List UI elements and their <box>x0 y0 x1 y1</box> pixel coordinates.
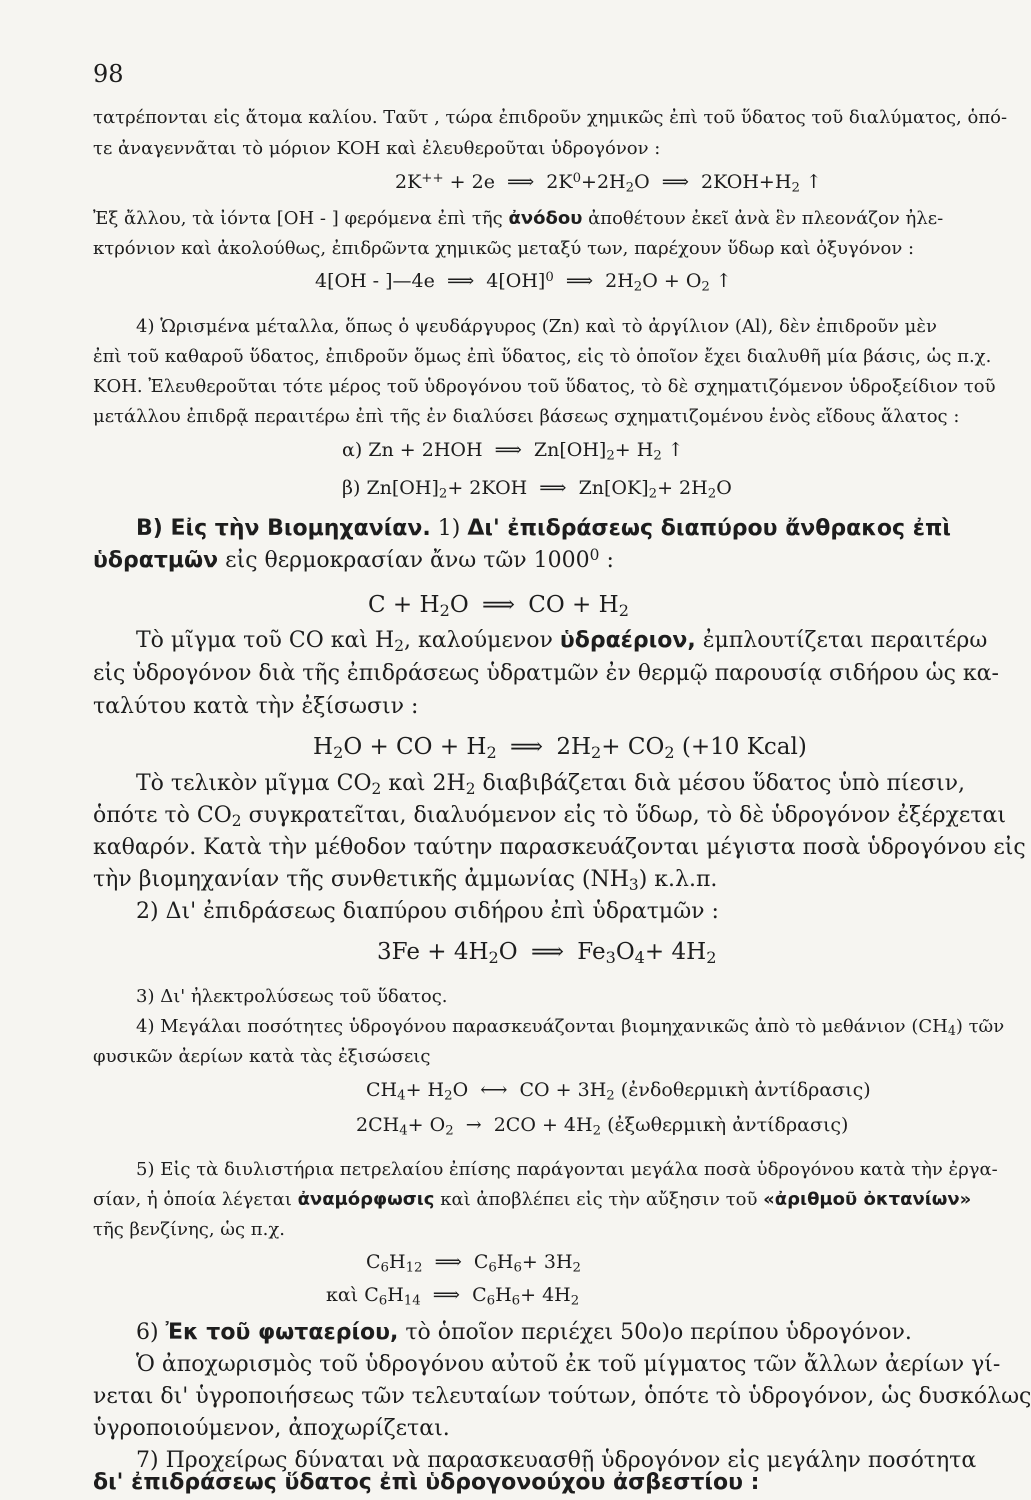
text-line: Τὸ τελικὸν μῖγμα $CO_2$ καὶ $2H_2$ διαβιβάζεται διὰ μέσου ὕδατος ὑπὸ πίεσιν, <box>136 771 965 798</box>
text-line: ΚΟΗ. Ἐλευθεροῦται τότε μέρος τοῦ ὑδρογόνου τοῦ ὕδατος, τὸ δὲ σχηματιζόμενον ὑδροξείδιον τοῦ <box>93 376 996 397</box>
equation-reforming-hexane: $C_6H_{12}$ ⟹ $C_6H_6+ 3H_2$ <box>366 1251 582 1276</box>
text-line: ὑδρατμῶν εἰς θερμοκρασίαν ἄνω τῶν 1000$^0$ : <box>93 546 614 573</box>
text-line: Τὸ μῖγμα τοῦ CO καὶ $H_2$, καλούμενον ὑδραέριον, ἐμπλουτίζεται περαιτέρω <box>136 628 988 655</box>
equation-shift-reaction: $H_2O$ + CO + $H_2$ ⟹ $2H_2+ CO_2$ (+10 Kcal) <box>313 734 807 763</box>
section-heading-industry: Β) Εἰς τὴν Βιομηχανίαν. 1) Δι' ἐπιδράσεως διαπύρου ἄνθρακος ἐπὶ <box>136 516 951 541</box>
text-line: ταλύτου κατὰ τὴν ἐξίσωσιν : <box>93 694 419 719</box>
text-line: 5) Εἰς τὰ διυλιστήρια πετρελαίου ἐπίσης παράγονται μεγάλα ποσὰ ὑδρογόνου κατὰ τὴν ἐργα- <box>136 1159 998 1180</box>
text-line: τὴν βιομηχανίαν τῆς συνθετικῆς ἀμμωνίας $(NH_3)$ κ.λ.π. <box>93 867 718 894</box>
text-line: τατρέπονται εἰς ἄτομα καλίου. Ταῦτ , τώρα ἐπιδροῦν χημικῶς ἐπὶ τοῦ ὕδατος τοῦ διαλύματος, ὁπό- <box>93 107 1008 128</box>
text-line: 3) Δι' ἠλεκτρολύσεως τοῦ ὕδατος. <box>136 986 448 1007</box>
text-line: κτρόνιον καὶ ἀκολούθως, ἐπιδρῶντα χημικῶς μεταξύ των, παρέχουν ὕδωρ καὶ ὀξυγόνον : <box>93 238 915 259</box>
text-line: Ἐξ ἄλλου, τὰ ἰόντα [ΟΗ - ] φερόμενα ἐπὶ τῆς ἀνόδου ἀποθέτουν ἐκεῖ ἀνὰ ἓν πλεονάζον ἠλε- <box>93 208 944 229</box>
text-line: 2) Δι' ἐπιδράσεως διαπύρου σιδήρου ἐπὶ ὑδρατμῶν : <box>136 899 719 924</box>
text-line: μετάλλου ἐπιδρᾷ περαιτέρω ἐπὶ τῆς ἐν διαλύσει βάσεως σχηματιζομένου ἑνὸς εἴδους ἅλατος : <box>93 406 960 427</box>
equation-water-gas: $C + H_2O$ ⟹ CO + $H_2$ <box>368 592 629 621</box>
page-number: 98 <box>93 60 124 88</box>
equation-methane-steam: $CH_4+ H_2O$ ⟷ CO + $3H_2$ (ἐνδοθερμικὴ ἀντίδρασις) <box>366 1079 871 1104</box>
text-line: νεται δι' ὑγροποιήσεως τῶν τελευταίων τούτων, ὁπότε τὸ ὑδρογόνον, ὡς δυσκόλως <box>93 1384 1031 1409</box>
equation-methane-oxygen: $2CH_4+ O_2 \to 2CO + 4H_2$ (ἐξωθερμικὴ ἀντίδρασις) <box>356 1114 849 1139</box>
text-line: Ὁ ἀποχωρισμὸς τοῦ ὑδρογόνου αὐτοῦ ἐκ τοῦ μίγματος τῶν ἄλλων ἀερίων γί- <box>136 1352 1001 1377</box>
text-line: καθαρόν. Κατὰ τὴν μέθοδον ταύτην παρασκευάζονται μέγιστα ποσὰ ὑδρογόνου εἰς <box>93 835 1026 860</box>
text-line: 7) Προχείρως δύναται νὰ παρασκευασθῇ ὑδρογόνον εἰς μεγάλην ποσότητα <box>136 1448 977 1473</box>
text-line: 4) Ὡρισμένα μέταλλα, ὅπως ὁ ψευδάργυρος (Ζn) καὶ τὸ ἀργίλιον (Αl), δὲν ἐπιδροῦν μὲν <box>136 316 937 337</box>
text-line: 6) Ἐκ τοῦ φωταερίου, τὸ ὁποῖον περιέχει 50ο)ο περίπου ὑδρογόνον. <box>136 1320 912 1345</box>
equation-iron-steam: $3Fe + 4H_2O$ ⟹ $Fe_3O_4+ 4H_2$ <box>377 939 717 968</box>
equation-zinc-beta: β) $Zn[OH]_2+ 2KOH$ ⟹ $Zn[OK]_2+ 2H_2O$ <box>342 477 732 502</box>
text-line: σίαν, ἡ ὁποία λέγεται ἀναμόρφωσις καὶ ἀποβλέπει εἰς τὴν αὔξησιν τοῦ «ἀριθμοῦ ὀκτανίων» <box>93 1189 972 1210</box>
text-line: ὑγροποιούμενον, ἀποχωρίζεται. <box>93 1416 450 1441</box>
text-line: εἰς ὑδρογόνον διὰ τῆς ἐπιδράσεως ὑδρατμῶν ἐν θερμῷ παρουσίᾳ σιδήρου ὡς κα- <box>93 661 999 686</box>
equation-reforming-heptane: καὶ $C_6H_{14}$ ⟹ $C_6H_6+ 4H_2$ <box>326 1284 580 1309</box>
text-line: τε ἀναγεννᾶται τὸ μόριον ΚΟΗ καὶ ἐλευθεροῦται ὑδρογόνον : <box>93 138 661 159</box>
text-line: δι' ἐπιδράσεως ὕδατος ἐπὶ ὑδρογονούχου ἀσβεστίου : <box>93 1470 760 1495</box>
equation-hydroxide-oxidation: 4[OH - ]—4e ⟹ 4[OH]$^0$ ⟹ $2H_2O + O_2$ ↑ <box>315 270 732 295</box>
text-line: ὁπότε τὸ $CO_2$ συγκρατεῖται, διαλυόμενον εἰς τὸ ὕδωρ, τὸ δὲ ὑδρογόνον ἐξέρχεται <box>93 803 1006 830</box>
text-line: ἐπὶ τοῦ καθαροῦ ὕδατος, ἐπιδροῦν ὅμως ἐπὶ ὕδατος, εἰς τὸ ὁποῖον ἔχει διαλυθῆ μία βάσις, ὡς π.χ. <box>93 346 992 367</box>
text-line: φυσικῶν ἀερίων κατὰ τὰς ἐξισώσεις <box>93 1046 431 1067</box>
text-line: τῆς βενζίνης, ὡς π.χ. <box>93 1219 285 1240</box>
text-line: 4) Μεγάλαι ποσότητες ὑδρογόνου παρασκευάζονται βιομηχανικῶς ἀπὸ τὸ μεθάνιον $(CH_4)$ τῶν <box>136 1016 1005 1039</box>
equation-potassium-reduction: 2K++ + 2e ⟹ $2K^0+2H_2O$ ⟹ $2KOH+H_2$ ↑ <box>395 171 822 196</box>
equation-zinc-alpha: α) Zn + 2HOH ⟹ $Zn[OH]_2+ H_2$ ↑ <box>342 439 684 464</box>
